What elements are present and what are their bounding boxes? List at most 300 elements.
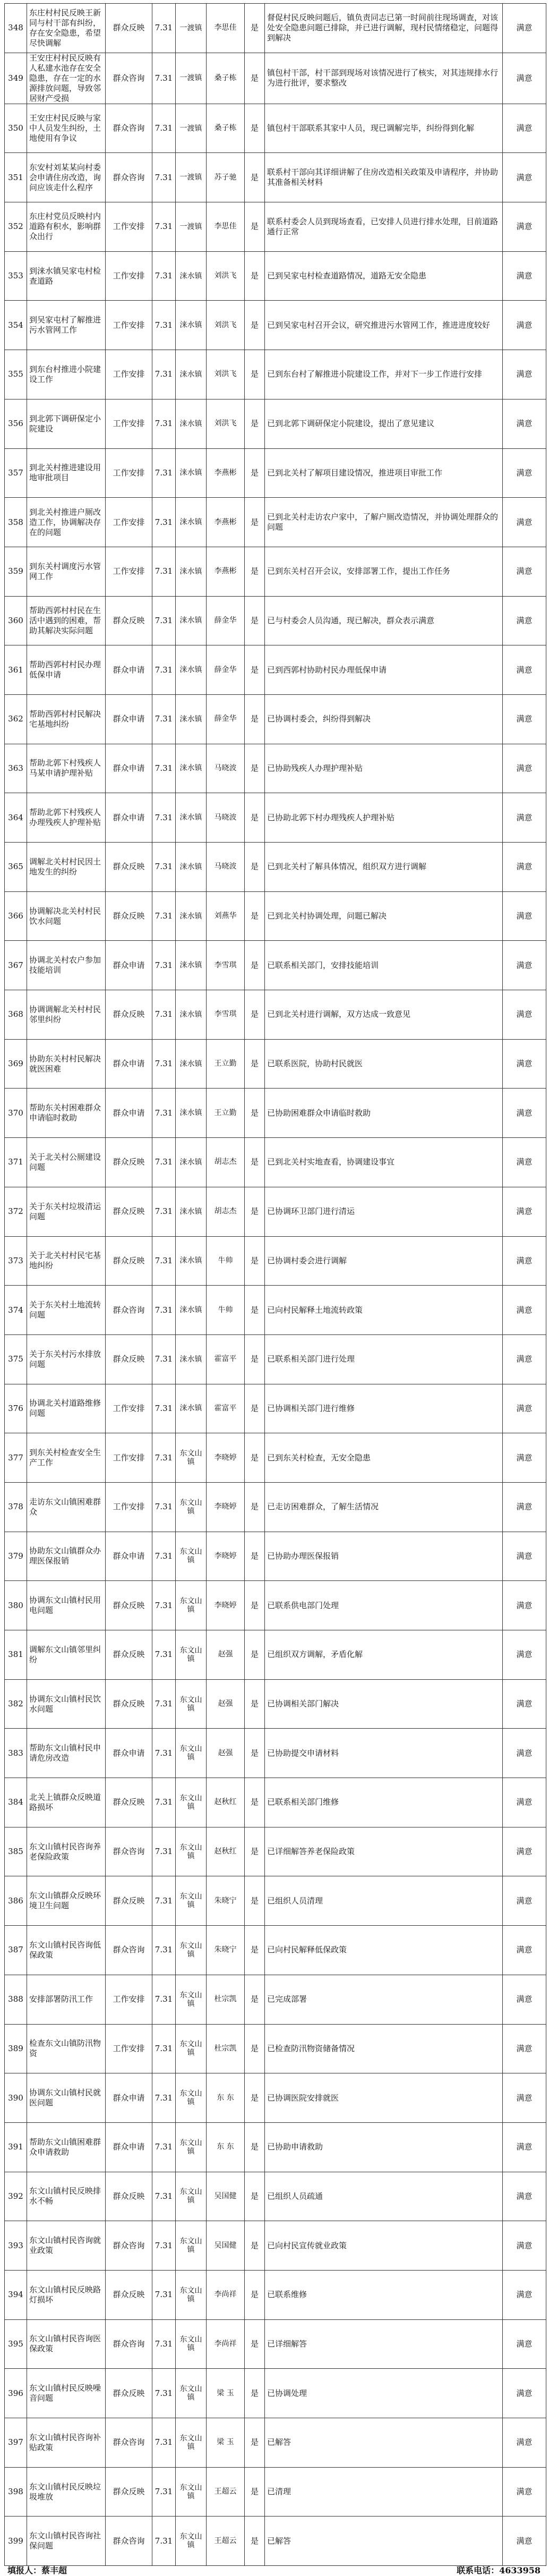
cell-source: 群众申请 (106, 1039, 152, 1089)
cell-result: 镇包村干部，村干部到现场对该情况进行了核实，对其违规排水行为进行批评，要求整改 (265, 53, 503, 104)
cell-number: 390 (5, 2073, 27, 2123)
cell-cadre: 朱晓宁 (207, 1876, 245, 1926)
cell-number: 363 (5, 744, 27, 793)
cell-number: 365 (5, 843, 27, 892)
cell-number: 357 (5, 448, 27, 498)
table-row (5, 645, 546, 695)
table-row (5, 1975, 546, 2024)
cell-town: 涞水镇 (176, 744, 207, 793)
cell-issue: 东文山镇村民咨询低保政策 (27, 1926, 106, 1975)
cell-source: 工作安排 (106, 2024, 152, 2073)
table-row (5, 1138, 546, 1187)
cell-result: 已走访困难群众，了解生活情况 (265, 1482, 503, 1532)
cell-number: 382 (5, 1679, 27, 1729)
cell-satisfaction: 满意 (503, 1630, 546, 1680)
cell-date: 7.31 (152, 2418, 176, 2468)
cell-source: 群众反映 (106, 1236, 152, 1286)
cell-date: 7.31 (152, 1236, 176, 1286)
cell-result: 已协调村委会进行调解 (265, 1236, 503, 1286)
cell-completed: 是 (245, 1482, 265, 1532)
cell-date: 7.31 (152, 2221, 176, 2271)
cell-number: 376 (5, 1384, 27, 1433)
cell-number: 391 (5, 2122, 27, 2172)
cell-result: 已到吴家屯村检查道路情况，道路无安全隐患 (265, 251, 503, 301)
cell-satisfaction: 满意 (503, 793, 546, 843)
cell-source: 群众申请 (106, 645, 152, 695)
cell-date: 7.31 (152, 891, 176, 941)
cell-cadre: 薛金华 (207, 645, 245, 695)
cell-result: 已协助困难群众申请临时救助 (265, 1089, 503, 1138)
cell-satisfaction: 满意 (503, 301, 546, 350)
cell-source: 群众反映 (106, 990, 152, 1040)
table-row (5, 2073, 546, 2123)
cell-number: 395 (5, 2319, 27, 2369)
cell-number: 375 (5, 1334, 27, 1384)
cell-satisfaction: 满意 (503, 2172, 546, 2221)
cell-satisfaction: 满意 (503, 1236, 546, 1286)
cell-source: 群众咨询 (106, 104, 152, 153)
cell-town: 涞水镇 (176, 1286, 207, 1335)
cell-issue: 协调东文山镇村民饮水问题 (27, 1679, 106, 1729)
cell-result: 已清理 (265, 2467, 503, 2517)
cell-source: 工作安排 (106, 202, 152, 252)
cell-result: 已协调环卫部门进行清运 (265, 1187, 503, 1236)
cell-result: 已组织双方调解，矛盾化解 (265, 1630, 503, 1680)
cell-town: 涞水镇 (176, 498, 207, 547)
table-row (5, 891, 546, 941)
cell-completed: 是 (245, 1679, 265, 1729)
cell-result: 已到北关村了解具体情况，组织双方进行调解 (265, 843, 503, 892)
cell-completed: 是 (245, 251, 265, 301)
cell-source: 群众咨询 (106, 2418, 152, 2468)
cell-number: 349 (5, 53, 27, 104)
cell-issue: 到北关村推进户厕改造工作，协调解决存在的问题 (27, 498, 106, 547)
table-row (5, 1827, 546, 1876)
cell-town: 涞水镇 (176, 350, 207, 399)
cell-town: 涞水镇 (176, 1187, 207, 1236)
cell-result: 已到东关村检查，无安全隐患 (265, 1433, 503, 1483)
cell-completed: 是 (245, 202, 265, 252)
cell-result: 已向村民宣传就业政策 (265, 2221, 503, 2271)
table-row (5, 2369, 546, 2418)
cell-cadre: 苏子驰 (207, 153, 245, 202)
cell-satisfaction: 满意 (503, 1433, 546, 1483)
cell-date: 7.31 (152, 1286, 176, 1335)
cell-date: 7.31 (152, 1039, 176, 1089)
cell-completed: 是 (245, 1039, 265, 1089)
cell-issue: 到涞水镇吴家屯村检查道路 (27, 251, 106, 301)
cell-town: 涞水镇 (176, 1039, 207, 1089)
cell-satisfaction: 满意 (503, 2467, 546, 2517)
cell-issue: 东文山镇村民反映路灯损坏 (27, 2270, 106, 2319)
table-row (5, 498, 546, 547)
cell-cadre: 吴国健 (207, 2221, 245, 2271)
cell-date: 7.31 (152, 1679, 176, 1729)
cell-town: 涞水镇 (176, 251, 207, 301)
cell-result: 已到东关村召开会议，安排部署工作，提出工作任务 (265, 547, 503, 596)
table-row (5, 793, 546, 843)
cell-result: 已到北关村实地查看，协调建设事宜 (265, 1138, 503, 1187)
table-row (5, 1679, 546, 1729)
cell-completed: 是 (245, 843, 265, 892)
cell-issue: 到北关村推进建设用地审批项目 (27, 448, 106, 498)
cell-satisfaction: 满意 (503, 1532, 546, 1581)
footer (0, 2564, 549, 2574)
cell-completed: 是 (245, 1089, 265, 1138)
cell-date: 7.31 (152, 53, 176, 104)
cell-completed: 是 (245, 2369, 265, 2418)
cell-source: 群众反映 (106, 1778, 152, 1827)
cell-result: 已联系相关部门维修 (265, 1778, 503, 1827)
cell-cadre: 牛帅 (207, 1236, 245, 1286)
cell-source: 工作安排 (106, 1433, 152, 1483)
cell-source: 群众咨询 (106, 1926, 152, 1975)
cell-satisfaction: 满意 (503, 1384, 546, 1433)
cell-issue: 关于东关村垃圾清运问题 (27, 1187, 106, 1236)
cell-source: 工作安排 (106, 301, 152, 350)
cell-source: 群众反映 (106, 4, 152, 53)
table-row (5, 1581, 546, 1630)
cell-source: 工作安排 (106, 498, 152, 547)
filler-label: 填报人：蔡丰超 (7, 2565, 67, 2575)
cell-cadre: 赵强 (207, 1679, 245, 1729)
cell-satisfaction: 满意 (503, 1334, 546, 1384)
cell-issue: 帮助东关村困难群众申请临时救助 (27, 1089, 106, 1138)
cell-number: 358 (5, 498, 27, 547)
cell-number: 374 (5, 1286, 27, 1335)
cell-source: 群众咨询 (106, 2517, 152, 2566)
cell-town: 涞水镇 (176, 596, 207, 645)
table-row (5, 2517, 546, 2566)
cell-date: 7.31 (152, 1581, 176, 1630)
cell-result: 已到北关村进行调解，双方达成一致意见 (265, 990, 503, 1040)
cell-date: 7.31 (152, 399, 176, 448)
cell-completed: 是 (245, 990, 265, 1040)
cell-date: 7.31 (152, 2270, 176, 2319)
cell-source: 群众反映 (106, 2369, 152, 2418)
cell-town: 东文山镇 (176, 1679, 207, 1729)
cell-cadre: 东 东 (207, 2073, 245, 2123)
cell-completed: 是 (245, 1581, 265, 1630)
cell-source: 工作安排 (106, 1482, 152, 1532)
cell-completed: 是 (245, 1334, 265, 1384)
table-row (5, 694, 546, 744)
cell-cadre: 朱晓宁 (207, 1926, 245, 1975)
cell-result: 已检查防汛物资储备情况 (265, 2024, 503, 2073)
cell-number: 354 (5, 301, 27, 350)
cell-satisfaction: 满意 (503, 596, 546, 645)
cell-date: 7.31 (152, 1384, 176, 1433)
cell-issue: 到东关村检查安全生产工作 (27, 1433, 106, 1483)
cell-number: 359 (5, 547, 27, 596)
cell-completed: 是 (245, 941, 265, 990)
cell-town: 一渡镇 (176, 153, 207, 202)
cell-issue: 东文山镇村民咨询养老保险政策 (27, 1827, 106, 1876)
cell-source: 群众申请 (106, 2122, 152, 2172)
cell-town: 涞水镇 (176, 301, 207, 350)
cell-cadre: 李燕彬 (207, 547, 245, 596)
cell-satisfaction: 满意 (503, 941, 546, 990)
cell-completed: 是 (245, 2418, 265, 2468)
cell-source: 工作安排 (106, 1384, 152, 1433)
table-row (5, 1384, 546, 1433)
cell-issue: 安排部署防汛工作 (27, 1975, 106, 2024)
cell-cadre: 李燕彬 (207, 448, 245, 498)
cell-cadre: 霍富平 (207, 1334, 245, 1384)
cell-result: 已联系维修 (265, 2270, 503, 2319)
table-row (5, 843, 546, 892)
cell-source: 群众反映 (106, 596, 152, 645)
cell-issue: 东文山镇村民咨询医保政策 (27, 2319, 106, 2369)
cell-completed: 是 (245, 1532, 265, 1581)
cell-date: 7.31 (152, 1433, 176, 1483)
table-body (5, 4, 546, 2566)
cell-cadre: 李雪琪 (207, 990, 245, 1040)
cell-source: 群众反映 (106, 2270, 152, 2319)
cell-issue: 东安村刘某某向村委会申请住房改造，询问应该走什么程序 (27, 153, 106, 202)
cell-result: 已协调村委会，纠纷得到解决 (265, 694, 503, 744)
cell-result: 联系村委会人员到现场查看，已安排人员进行排水处理，目前道路通行正常 (265, 202, 503, 252)
cell-completed: 是 (245, 448, 265, 498)
cell-cadre: 王立勤 (207, 1089, 245, 1138)
cell-number: 392 (5, 2172, 27, 2221)
cell-result: 镇包村干部联系其家中人员，现已调解完毕，纠纷得到化解 (265, 104, 503, 153)
cell-result: 已到北郭下调研保定小院建设，提出了意见建议 (265, 399, 503, 448)
cell-completed: 是 (245, 498, 265, 547)
contact-phone: 联系电话：4633958 (457, 2565, 541, 2575)
cell-number: 399 (5, 2517, 27, 2566)
cell-town: 东文山镇 (176, 1482, 207, 1532)
table-row (5, 1532, 546, 1581)
cell-result: 已向村民解释土地流转政策 (265, 1286, 503, 1335)
cell-satisfaction: 满意 (503, 744, 546, 793)
cell-date: 7.31 (152, 1827, 176, 1876)
cell-town: 一渡镇 (176, 202, 207, 252)
table-row (5, 4, 546, 53)
cell-source: 工作安排 (106, 350, 152, 399)
cell-number: 380 (5, 1581, 27, 1630)
cell-completed: 是 (245, 1286, 265, 1335)
cell-number: 378 (5, 1482, 27, 1532)
cell-source: 群众咨询 (106, 2319, 152, 2369)
cell-number: 348 (5, 4, 27, 53)
cell-town: 东文山镇 (176, 2270, 207, 2319)
cell-town: 涞水镇 (176, 448, 207, 498)
table-row (5, 1286, 546, 1335)
cell-cadre: 桑子栋 (207, 104, 245, 153)
cell-cadre: 刘洪飞 (207, 251, 245, 301)
cell-issue: 东文山镇村民反映垃圾堆放 (27, 2467, 106, 2517)
cell-date: 7.31 (152, 1482, 176, 1532)
cell-issue: 到北郭下调研保定小院建设 (27, 399, 106, 448)
cell-result: 已到北关村了解项目建设情况，推进项目审批工作 (265, 448, 503, 498)
cell-cadre: 杜宗凯 (207, 1975, 245, 2024)
cell-cadre: 刘洪飞 (207, 399, 245, 448)
cell-source: 群众申请 (106, 1089, 152, 1138)
cell-date: 7.31 (152, 694, 176, 744)
table-row (5, 1876, 546, 1926)
cell-issue: 到东台村推进小院建设工作 (27, 350, 106, 399)
cell-cadre: 李思佳 (207, 4, 245, 53)
cell-satisfaction: 满意 (503, 547, 546, 596)
cell-satisfaction: 满意 (503, 448, 546, 498)
cell-town: 涞水镇 (176, 1236, 207, 1286)
cell-town: 东文山镇 (176, 1975, 207, 2024)
cell-issue: 王安庄村村民反映有人私建水池存在安全隐患，存在一定的水源排放问题，导致邻居财产受损 (27, 53, 106, 104)
cell-source: 群众反映 (106, 2467, 152, 2517)
cell-issue: 东文山镇村民咨询补贴政策 (27, 2418, 106, 2468)
cell-source: 群众申请 (106, 793, 152, 843)
cell-completed: 是 (245, 1433, 265, 1483)
cell-cadre: 李晓婷 (207, 1581, 245, 1630)
cell-town: 涞水镇 (176, 399, 207, 448)
cell-cadre: 梁 玉 (207, 2418, 245, 2468)
cell-issue: 协调解决北关村村民饮水问题 (27, 891, 106, 941)
cell-source: 群众反映 (106, 1138, 152, 1187)
cell-result: 督促村民反映问题后，镇负责同志已第一时间前往现场调查，对该处安全隐患问题已排除，并已进行调解，现村民情绪稳定，问题得到解决 (265, 4, 503, 53)
cell-number: 364 (5, 793, 27, 843)
table-row (5, 202, 546, 252)
cell-result: 已协助北郭下村办理残疾人护理补贴 (265, 793, 503, 843)
cell-cadre: 李晓婷 (207, 1532, 245, 1581)
cell-number: 352 (5, 202, 27, 252)
cell-town: 东文山镇 (176, 1433, 207, 1483)
cell-cadre: 牛帅 (207, 1286, 245, 1335)
cell-completed: 是 (245, 1975, 265, 2024)
cell-number: 373 (5, 1236, 27, 1286)
cell-town: 涞水镇 (176, 793, 207, 843)
cell-issue: 东庄村党员反映村内道路有积水，影响群众出行 (27, 202, 106, 252)
cell-completed: 是 (245, 4, 265, 53)
cell-number: 397 (5, 2418, 27, 2468)
cell-date: 7.31 (152, 153, 176, 202)
table-row (5, 1433, 546, 1483)
table-row (5, 596, 546, 645)
cell-number: 383 (5, 1729, 27, 1778)
cell-date: 7.31 (152, 301, 176, 350)
cell-town: 东文山镇 (176, 1630, 207, 1680)
cell-completed: 是 (245, 153, 265, 202)
cell-result: 已联系相关部门，安排技能培训 (265, 941, 503, 990)
cell-issue: 东文山镇村民咨询社保问题 (27, 2517, 106, 2566)
cell-result: 已到吴家屯村召开会议，研究推进污水管网工作，推进进度较好 (265, 301, 503, 350)
cell-issue: 协调调解北关村村民邻里纠纷 (27, 990, 106, 1040)
cell-town: 东文山镇 (176, 1778, 207, 1827)
cell-town: 一渡镇 (176, 104, 207, 153)
cell-number: 372 (5, 1187, 27, 1236)
cell-town: 涞水镇 (176, 891, 207, 941)
cell-completed: 是 (245, 2221, 265, 2271)
cell-date: 7.31 (152, 1876, 176, 1926)
cell-town: 东文山镇 (176, 1876, 207, 1926)
cell-completed: 是 (245, 2467, 265, 2517)
cell-satisfaction: 满意 (503, 2270, 546, 2319)
cell-cadre: 赵秋红 (207, 1778, 245, 1827)
cell-result: 已向村民解释低保政策 (265, 1926, 503, 1975)
cell-source: 群众反映 (106, 1876, 152, 1926)
cell-date: 7.31 (152, 104, 176, 153)
cell-number: 370 (5, 1089, 27, 1138)
cell-satisfaction: 满意 (503, 4, 546, 53)
table-row (5, 941, 546, 990)
cell-completed: 是 (245, 2122, 265, 2172)
cell-date: 7.31 (152, 2172, 176, 2221)
cell-date: 7.31 (152, 2319, 176, 2369)
cell-cadre: 霍富平 (207, 1384, 245, 1433)
cell-source: 群众反映 (106, 1581, 152, 1630)
cell-issue: 协助东关村村民解决就医困难 (27, 1039, 106, 1089)
cell-date: 7.31 (152, 990, 176, 1040)
cell-satisfaction: 满意 (503, 202, 546, 252)
cell-cadre: 桑子栋 (207, 53, 245, 104)
cell-result: 已解答 (265, 2418, 503, 2468)
cell-date: 7.31 (152, 2467, 176, 2517)
cell-issue: 北关上镇群众反映道路损坏 (27, 1778, 106, 1827)
cell-source: 群众反映 (106, 891, 152, 941)
cell-satisfaction: 满意 (503, 1039, 546, 1089)
table-row (5, 2270, 546, 2319)
cell-date: 7.31 (152, 202, 176, 252)
cell-town: 东文山镇 (176, 2369, 207, 2418)
table-row (5, 1039, 546, 1089)
cell-satisfaction: 满意 (503, 53, 546, 104)
table-row (5, 547, 546, 596)
cell-satisfaction: 满意 (503, 2369, 546, 2418)
cell-completed: 是 (245, 793, 265, 843)
cell-completed: 是 (245, 2270, 265, 2319)
cell-town: 东文山镇 (176, 2073, 207, 2123)
cell-number: 361 (5, 645, 27, 695)
cell-result: 已组织人员疏通 (265, 2172, 503, 2221)
cell-completed: 是 (245, 2172, 265, 2221)
cell-number: 393 (5, 2221, 27, 2271)
table-row (5, 1334, 546, 1384)
table-row (5, 2172, 546, 2221)
cell-source: 工作安排 (106, 547, 152, 596)
cell-result: 已协助申请救助 (265, 2122, 503, 2172)
cell-source: 群众反映 (106, 2172, 152, 2221)
cell-satisfaction: 满意 (503, 1482, 546, 1532)
cell-result: 已详细解答 (265, 2319, 503, 2369)
table-row (5, 104, 546, 153)
cell-number: 369 (5, 1039, 27, 1089)
table-row (5, 2319, 546, 2369)
cell-satisfaction: 满意 (503, 1679, 546, 1729)
cell-issue: 检查东文山镇防汛物资 (27, 2024, 106, 2073)
cell-cadre: 王立勤 (207, 1039, 245, 1089)
cell-source: 群众咨询 (106, 53, 152, 104)
cell-cadre: 吴国健 (207, 2172, 245, 2221)
cell-satisfaction: 满意 (503, 104, 546, 153)
cell-town: 东文山镇 (176, 1581, 207, 1630)
cell-satisfaction: 满意 (503, 990, 546, 1040)
cell-completed: 是 (245, 744, 265, 793)
cell-number: 388 (5, 1975, 27, 2024)
cell-number: 371 (5, 1138, 27, 1187)
cell-source: 群众申请 (106, 1729, 152, 1778)
cell-number: 385 (5, 1827, 27, 1876)
cell-town: 涞水镇 (176, 547, 207, 596)
cell-cadre: 李尚祥 (207, 2270, 245, 2319)
cell-number: 384 (5, 1778, 27, 1827)
cell-cadre: 胡志杰 (207, 1187, 245, 1236)
cell-completed: 是 (245, 2073, 265, 2123)
cell-satisfaction: 满意 (503, 1926, 546, 1975)
cell-date: 7.31 (152, 645, 176, 695)
cell-cadre: 刘洪飞 (207, 301, 245, 350)
cell-issue: 帮助北郭下村残疾人办理残疾人护理补贴 (27, 793, 106, 843)
cell-result: 已协调相关部门进行维修 (265, 1384, 503, 1433)
